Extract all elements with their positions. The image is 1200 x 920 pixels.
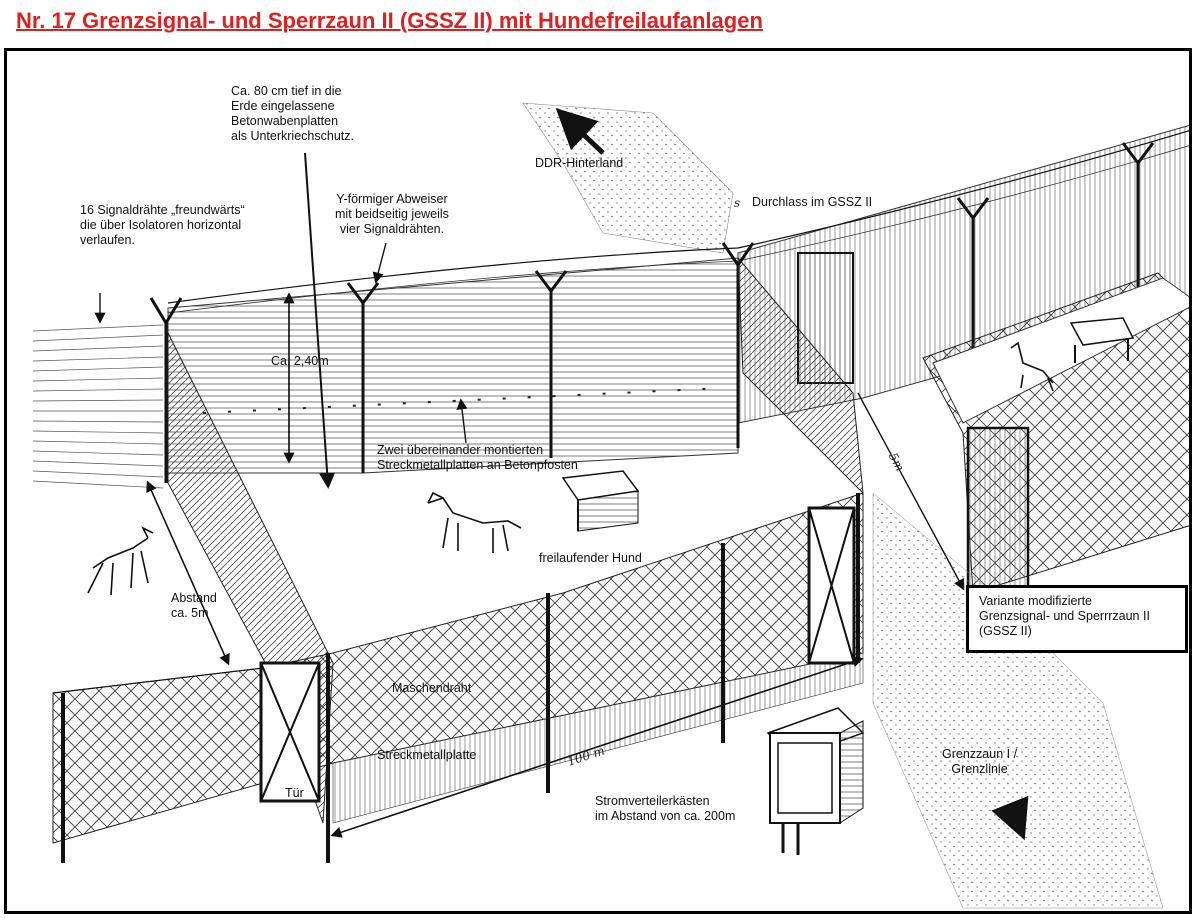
label-5m-handwritten: 5m <box>885 450 908 474</box>
label-streckmetallplatte: Streckmetallplatte <box>377 748 477 762</box>
power-distribution-box <box>768 708 863 855</box>
label-length-100m: 100 m <box>565 743 607 769</box>
label-y-abweiser: Y-förmiger Abweiser mit beidseitig jeweils vier Signaldrähten. <box>335 192 449 236</box>
label-streckmetallplatten-doppel: Zwei übereinander montierten Streckmetallplatten an Betonpfosten <box>377 443 578 472</box>
dog-figure <box>428 493 521 553</box>
label-stromverteilerkaesten: Stromverteilerkästen im Abstand von ca. 200m <box>595 794 736 823</box>
label-hoehe: Ca. 2,40m <box>271 354 329 368</box>
label-betonwabenplatten: Ca. 80 cm tief in die Erde eingelassene Betonwabenplatten als Unterkriechschutz. <box>231 84 354 143</box>
hinterland-path <box>523 103 733 253</box>
label-maschendraht: Maschendraht <box>392 681 472 695</box>
label-s-mark: s <box>734 196 741 210</box>
label-durchlass: Durchlass im GSSZ II <box>752 195 873 209</box>
label-signaldraehte: 16 Signaldrähte „freundwärts“ die über Isolatoren horizontal verlaufen. <box>80 203 245 247</box>
diagram-frame <box>4 48 1192 914</box>
signal-wires-left <box>33 325 163 488</box>
dog-hut <box>563 471 638 531</box>
callout-variante: Variante modifizierte Grenzsignal- und Sperrrzaun II (GSSZ II) <box>966 585 1188 653</box>
dog-figure-left <box>88 528 153 595</box>
page-title: Nr. 17 Grenzsignal- und Sperrzaun II (GSSZ II) mit Hundefreilaufanlagen <box>16 8 763 33</box>
label-abstand: Abstand ca. 5m <box>171 591 217 620</box>
front-door <box>261 663 319 801</box>
side-door <box>809 508 854 663</box>
fence-sketch <box>7 51 1189 911</box>
label-grenzzaun: Grenzzaun I / Grenzlinie <box>942 747 1018 776</box>
label-ddr-hinterland: DDR-Hinterland <box>535 156 624 170</box>
label-tuer: Tür <box>285 786 304 800</box>
label-freilaufender-hund: freilaufender Hund <box>539 551 642 565</box>
